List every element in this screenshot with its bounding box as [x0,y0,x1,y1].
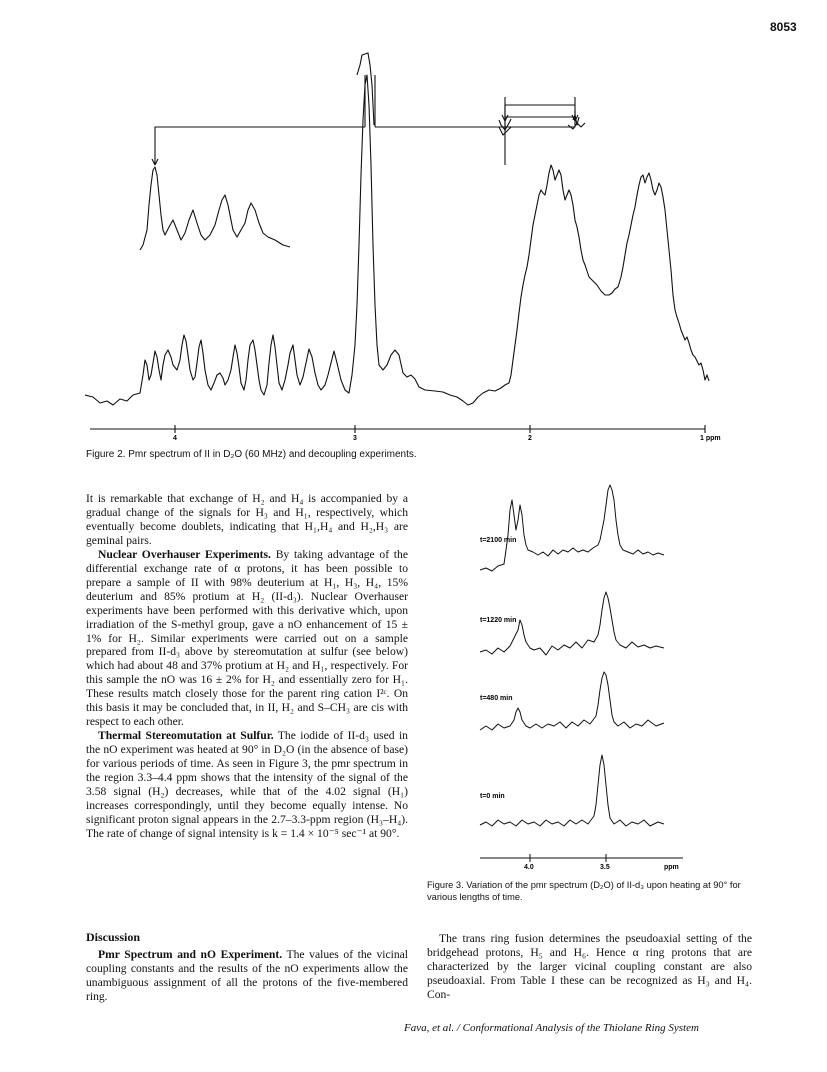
section-heading-stereomutation: Thermal Stereomutation at Sulfur. [98,729,274,743]
main-spectrum-trace [85,75,709,405]
trace-0-min [480,755,664,826]
decoupled-inset-trace [140,167,290,250]
page-number: 8053 [770,20,797,34]
section-heading-pmr-spectrum: Pmr Spectrum and nO Experiment. [98,948,283,961]
trace-2100-min [480,485,664,571]
fig2-tick-1ppm: 1 ppm [700,435,721,442]
fig3-tick-ppm: ppm [664,864,679,871]
discussion-left-paragraph: Pmr Spectrum and nO Experiment. The values of the vicinal coupling constants and the results of the nO experiments allow the unambiguous assignment of all the protons of the five-membered ring. [86,948,408,1003]
fig2-tick-4: 4 [173,435,177,442]
running-footer: Fava, et al. / Conformational Analysis of the Thiolane Ring System [404,1022,699,1034]
section-heading-noe: Nuclear Overhauser Experiments. [98,547,271,561]
body-text-left-column [86,492,408,841]
fig3-label-0: t=0 min [480,793,505,800]
paragraph-stereomutation: Thermal Stereomutation at Sulfur. The iodide of II-d₃ used in the nO experiment was heated at 90° in D₂O (in the absence of base) for various periods of time. As seen in Figure 3, the pmr spectrum in the region 3.3–4.4 ppm shows that the intensity of the signal of the 3.58 signal (H₂) decreases, while that of the 4.02 signal (H₁) increases correspondingly, until they become equally intense. No significant proton signal appears in the 2.7–3.3-ppm region (H₃–H₄). The rate of change of signal intensity is k = 1.4 × 10⁻⁵ sec⁻¹ at 90°. [86,729,408,840]
figure-2-spectrum [85,45,745,445]
paragraph-exchange: It is remarkable that exchange of H₂ and H₄ is accompanied by a gradual change of the signals for H₃ and H₁, respectively, which eventually become doublets, indicating that H₁,H₄ and H₂,H₃ are geminal pairs. [86,492,408,547]
figure-3-spectra [478,480,693,875]
discussion-heading: Discussion [86,930,141,944]
paragraph-nuclear-overhauser: Nuclear Overhauser Experiments. By taking advantage of the differential exchange rate of α protons, it has been possible to prepare a sample of II with 98% deuterium at H₁, H₃, H₄, 15% deuterium and 85% protium at H₂ (II-d₃). Nuclear Overhauser experiments have been performed with this derivative which, upon irradiation of the S-methyl group, gave a nO enhancement of 15 ± 1% for H₂. Similar experiments were carried out on a sample prepared from II-d₃ above by stereomutation at sulfur (see below) which had about 48 and 37% protium at H₂ and H₁, respectively. For this sample the nO was 16 ± 2% for H₂ and essentially zero for H₁. These results match closely those for the parent ring cation I²ᶜ. On this basis it may be concluded that, in II, H₂ and S–CH₃ are cis with respect to each other. [86,547,408,729]
fig3-tick-3-5: 3.5 [600,864,610,871]
fig3-label-1220: t=1220 min [480,617,517,624]
fig3-tick-4-0: 4.0 [524,864,534,871]
figure-3-caption: Figure 3. Variation of the pmr spectrum (D₂O) of II-d₃ upon heating at 90° for various lengths of time. [427,880,741,902]
fig2-tick-3: 3 [353,435,357,442]
figure-2-caption: Figure 2. Pmr spectrum of II in D₂O (60 MHz) and decoupling experiments. [86,449,417,460]
discussion-right-paragraph: The trans ring fusion determines the pseudoaxial setting of the bridgehead protons, H₅ and H₆. Hence α ring protons that are characterized by the larger vicinal coupling constant are also pseudoaxial. From Table I these can be recognized as H₃ and H₄. Con- [427,932,752,1001]
fig3-label-480: t=480 min [480,695,513,702]
decoupling-bracket-left [152,75,365,165]
fig3-label-2100: t=2100 min [480,537,517,544]
fig2-tick-2: 2 [528,435,532,442]
decoupling-bracket-right [375,75,575,130]
